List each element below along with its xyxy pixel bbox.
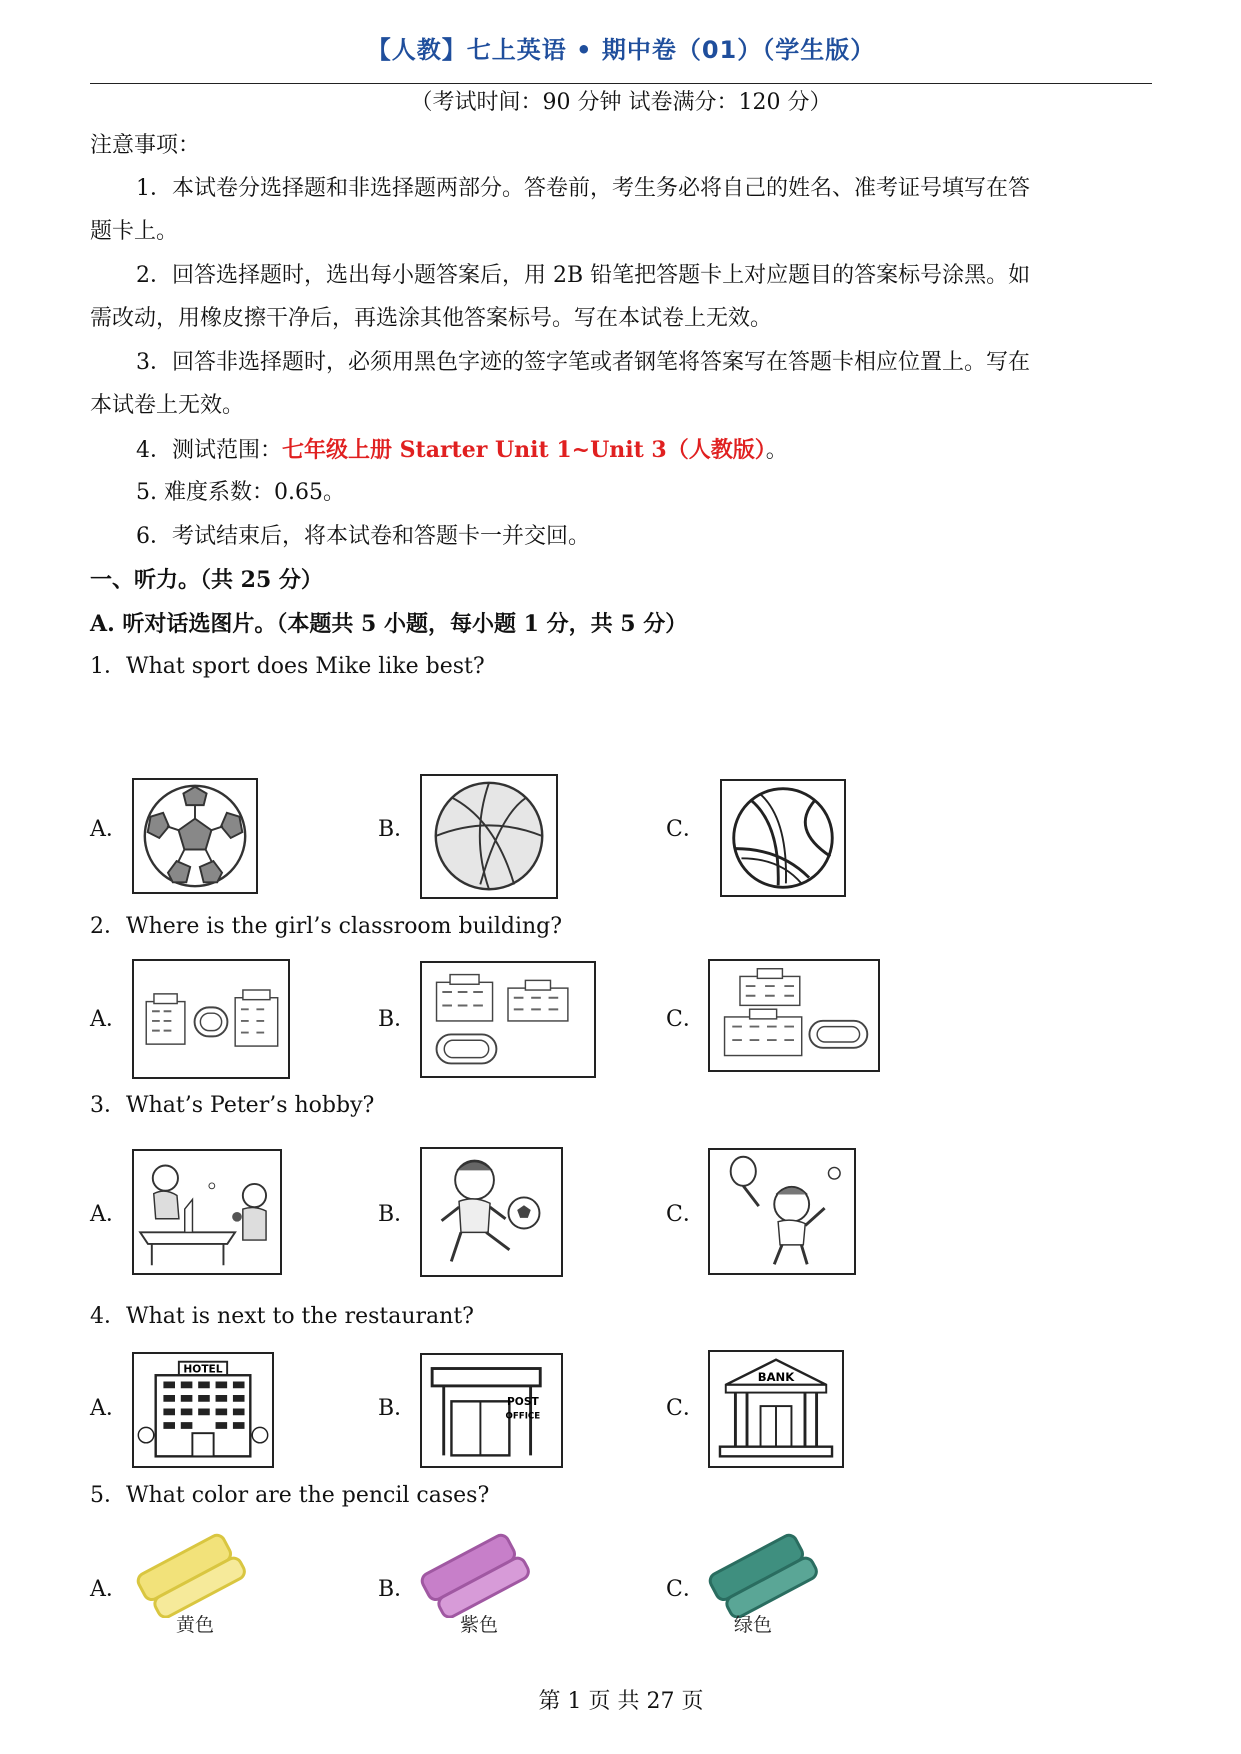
q4-option-b-label: B． <box>378 1396 417 1421</box>
note-1-line-1: 1．本试卷分选择题和非选择题两部分。答卷前，考生务必将自己的姓名、准考证号填写在答 <box>136 176 1031 201</box>
q3-soccer-kid-image <box>420 1147 563 1277</box>
caption-yellow: 黄色 <box>176 1614 215 1636</box>
q1-option-c-label: C． <box>666 817 705 842</box>
q1-option-b-label: B． <box>378 817 417 842</box>
q4-option-c-label: C． <box>666 1396 705 1421</box>
question-2: 2．Where is the girl’s classroom building? <box>90 914 563 939</box>
office-sign-text: OFFICE <box>505 1411 541 1422</box>
page-number: 第 1 页 共 27 页 <box>538 1689 704 1714</box>
note-1-line-2: 题卡上。 <box>90 219 179 244</box>
post-sign-text: POST <box>507 1395 539 1409</box>
q2-option-a-label: A． <box>90 1007 128 1032</box>
question-1: 1．What sport does Mike like best? <box>90 654 485 679</box>
q1-soccer-ball-image <box>132 778 258 894</box>
q5-option-a-label: A． <box>90 1577 128 1602</box>
q2-option-c-label: C． <box>666 1007 705 1032</box>
q5-option-c-label: C． <box>666 1577 705 1602</box>
note-5: 5. 难度系数：0.65。 <box>136 480 345 505</box>
hotel-sign-text: HOTEL <box>183 1362 223 1376</box>
q1-volleyball-image <box>720 779 846 897</box>
q2-buildings-a-image <box>132 959 290 1079</box>
note-2-line-1: 2．回答选择题时，选出每小题答案后，用 2B 铅笔把答题卡上对应题目的答案标号涂黑。如 <box>136 263 1031 288</box>
part-a-heading: A. 听对话选图片。（本题共 5 小题，每小题 1 分，共 5 分） <box>90 611 688 637</box>
q4-bank-image <box>708 1350 844 1468</box>
q1-basketball-image <box>420 774 558 899</box>
notes-heading: 注意事项： <box>90 133 201 158</box>
question-4: 4．What is next to the restaurant? <box>90 1304 474 1329</box>
bank-sign-text: BANK <box>757 1369 795 1384</box>
q3-ping-pong-image <box>132 1149 282 1275</box>
question-5: 5．What color are the pencil cases? <box>90 1483 490 1508</box>
q4-hotel-image <box>132 1352 274 1468</box>
section-1-heading: 一、听力。（共 25 分） <box>90 567 323 593</box>
note-4 <box>136 435 788 466</box>
q4-option-a-label: A． <box>90 1396 128 1421</box>
q2-buildings-c-image <box>708 959 880 1072</box>
q2-buildings-b-image <box>420 961 596 1078</box>
exam-info: （考试时间：90 分钟 试卷满分：120 分） <box>410 90 832 115</box>
q5-option-b-label: B． <box>378 1577 417 1602</box>
note-3-line-2: 本试卷上无效。 <box>90 393 245 418</box>
q3-option-b-label: B． <box>378 1202 417 1227</box>
note-4-prefix: 4．测试范围： <box>136 438 282 463</box>
note-2-line-2: 需改动，用橡皮擦干净后，再选涂其他答案标号。写在本试卷上无效。 <box>90 306 773 331</box>
test-scope: 七年级上册 Starter Unit 1~Unit 3（人教版） <box>282 437 766 463</box>
caption-purple: 紫色 <box>460 1614 499 1636</box>
q5-purple-pencil-case-image <box>414 1530 532 1618</box>
q3-option-c-label: C． <box>666 1202 705 1227</box>
q1-option-a-label: A． <box>90 817 128 842</box>
header-divider <box>90 83 1152 84</box>
page-title: 【人教】七上英语 • 期中卷（01）（学生版） <box>366 36 876 64</box>
note-3-line-1: 3．回答非选择题时，必须用黑色字迹的签字笔或者钢笔将答案写在答题卡相应位置上。写在 <box>136 350 1031 375</box>
q4-post-office-image <box>420 1353 563 1468</box>
note-4-suffix: 。 <box>765 438 788 463</box>
q5-green-pencil-case-image <box>702 1530 820 1618</box>
question-3: 3．What’s Peter’s hobby? <box>90 1093 375 1118</box>
caption-green: 绿色 <box>734 1614 773 1636</box>
q3-tennis-kid-image <box>708 1148 856 1275</box>
q2-option-b-label: B． <box>378 1007 417 1032</box>
q3-option-a-label: A． <box>90 1202 128 1227</box>
q5-yellow-pencil-case-image <box>130 1530 248 1618</box>
note-6: 6．考试结束后，将本试卷和答题卡一并交回。 <box>136 524 590 549</box>
